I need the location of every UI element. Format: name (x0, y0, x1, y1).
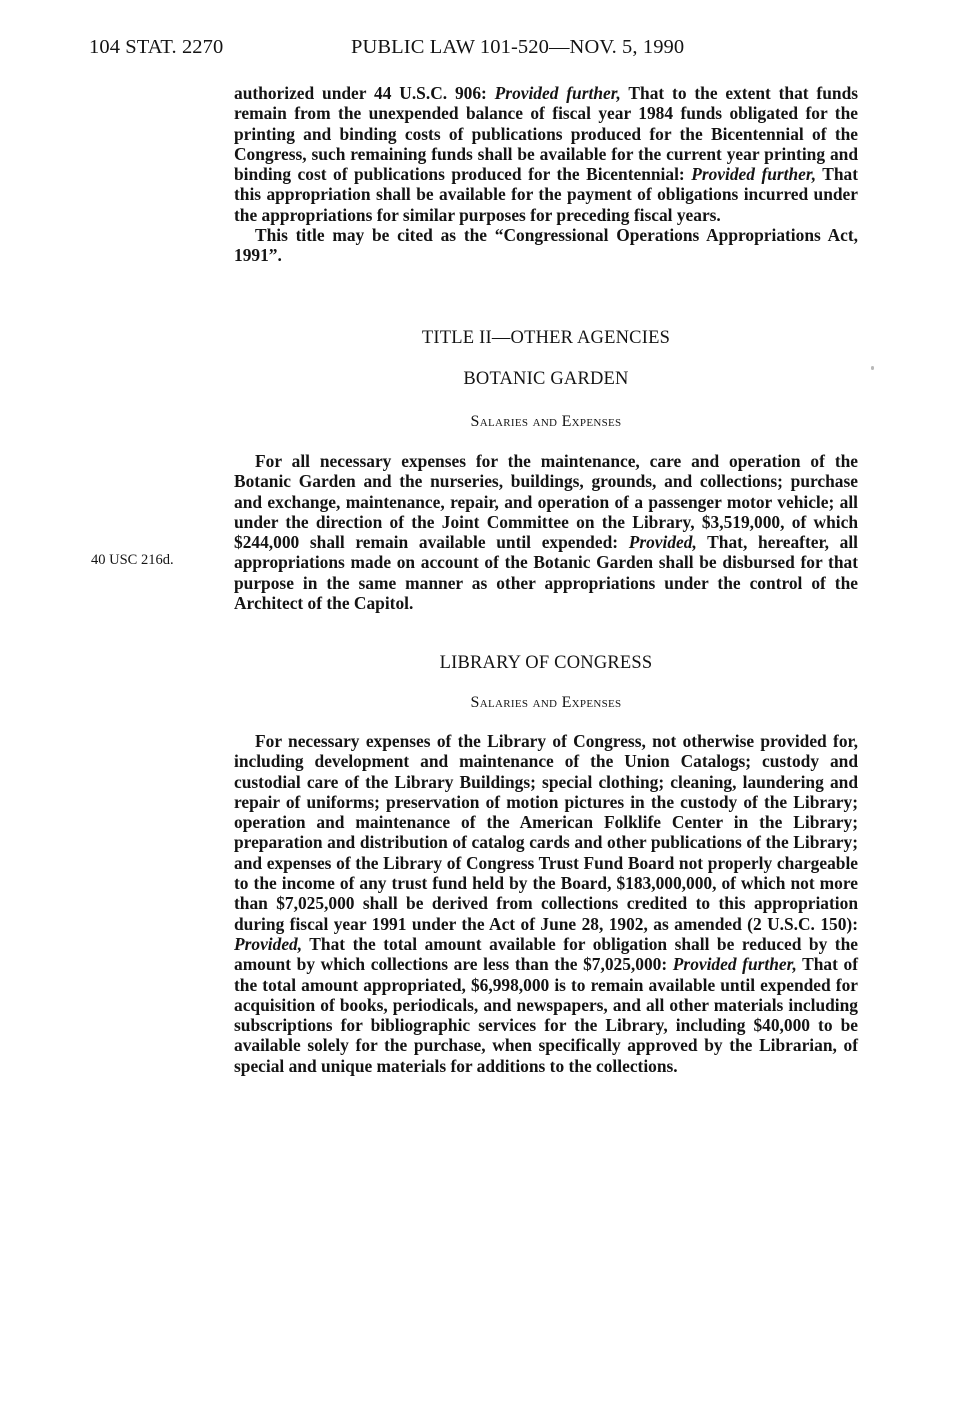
paragraph-botanic-garden: For all necessary expenses for the maintenance, care and operation of the Botanic Garden and the nurseries, buildings, grounds, and collections; purchase and exchange, maintenance, repair, and operation of a passenger motor vehicle; all under the direction of the Joint Committee on the Library, $3,519,000, of which $244,000 shall remain available until expended: Provided, That, hereafter, all appropriations made on account of the Botanic Garden shall be disbursed for that purpose in the same manner as other appropriations under the control of the Architect of the Capitol. (234, 451, 858, 614)
title-heading: TITLE II—OTHER AGENCIES (421, 328, 671, 348)
proviso-label: Provided further, (691, 164, 817, 185)
margin-citation: 40 USC 216d. (91, 552, 174, 568)
proviso-label: Provided, (628, 532, 697, 553)
statute-page-number: 104 STAT. 2270 (89, 36, 224, 58)
scan-speck (871, 366, 874, 370)
library-of-congress-text (234, 731, 858, 1076)
proviso-label: Provided further, (494, 83, 621, 103)
paragraph-library-of-congress: For necessary expenses of the Library of Congress, not otherwise provided for, including development and maintenance of the Union Catalogs; custody and custodial care of the Library Buildings; special clothing; cleaning, laundering and repair of uniforms; preservation of motion pictures in the custody of the Library; operation and maintenance of the American Folklife Center in the Library; preparation and distribution of catalog cards and other publications of the Library; and expenses of the Library of Congress Trust Fund Board not properly chargeable to the income of any trust fund held by the Board, $183,000,000, of which not more than $7,025,000 shall be derived from collections credited to this appropriation during fiscal year 1991 under the Act of June 28, 1902, as amended (2 U.S.C. 150): Provided, That the total amount available for obligation shall be reduced by the amount by which collections are less than the $7,025,000: Provided further, That of the total amount appropriated, $6,998,000 is to remain available until expended for acquisition of books, periodicals, and newspapers, and all other materials including subscriptions for bibliographic services for the Library, including $40,000 to be available solely for the purchase, when specifically approved by the Librarian, of special and unique materials for additions to the collections. (234, 731, 858, 1076)
library-of-congress-heading: LIBRARY OF CONGRESS (439, 653, 653, 673)
proviso-label: Provided further, (672, 954, 797, 975)
botanic-garden-subheading: Salaries and Expenses (470, 413, 622, 430)
botanic-garden-heading: BOTANIC GARDEN (463, 369, 629, 389)
library-of-congress-subheading: Salaries and Expenses (470, 694, 622, 711)
paragraph-printing-binding: authorized under 44 U.S.C. 906: Provided further, That to the extent that funds remain from the unexpended balance of fiscal year 1984 funds obligated for the printing and binding costs of publications produced for the Bicentennial of the Congress, such remaining funds shall be available for the current year printing and binding cost of publications produced for the Bicentennial: Provided further, That this appropriation shall be available for the payment of obligations incurred under the appropriations for similar purposes for preceding fiscal years. (234, 83, 859, 225)
proviso-label: Provided, (234, 933, 303, 954)
running-header-law: PUBLIC LAW 101-520—NOV. 5, 1990 (351, 36, 685, 58)
botanic-garden-text (234, 451, 858, 613)
continued-section-text (234, 83, 858, 266)
paragraph-short-title: This title may be cited as the “Congressional Operations Appropriations Act, 1991”. (234, 225, 858, 266)
